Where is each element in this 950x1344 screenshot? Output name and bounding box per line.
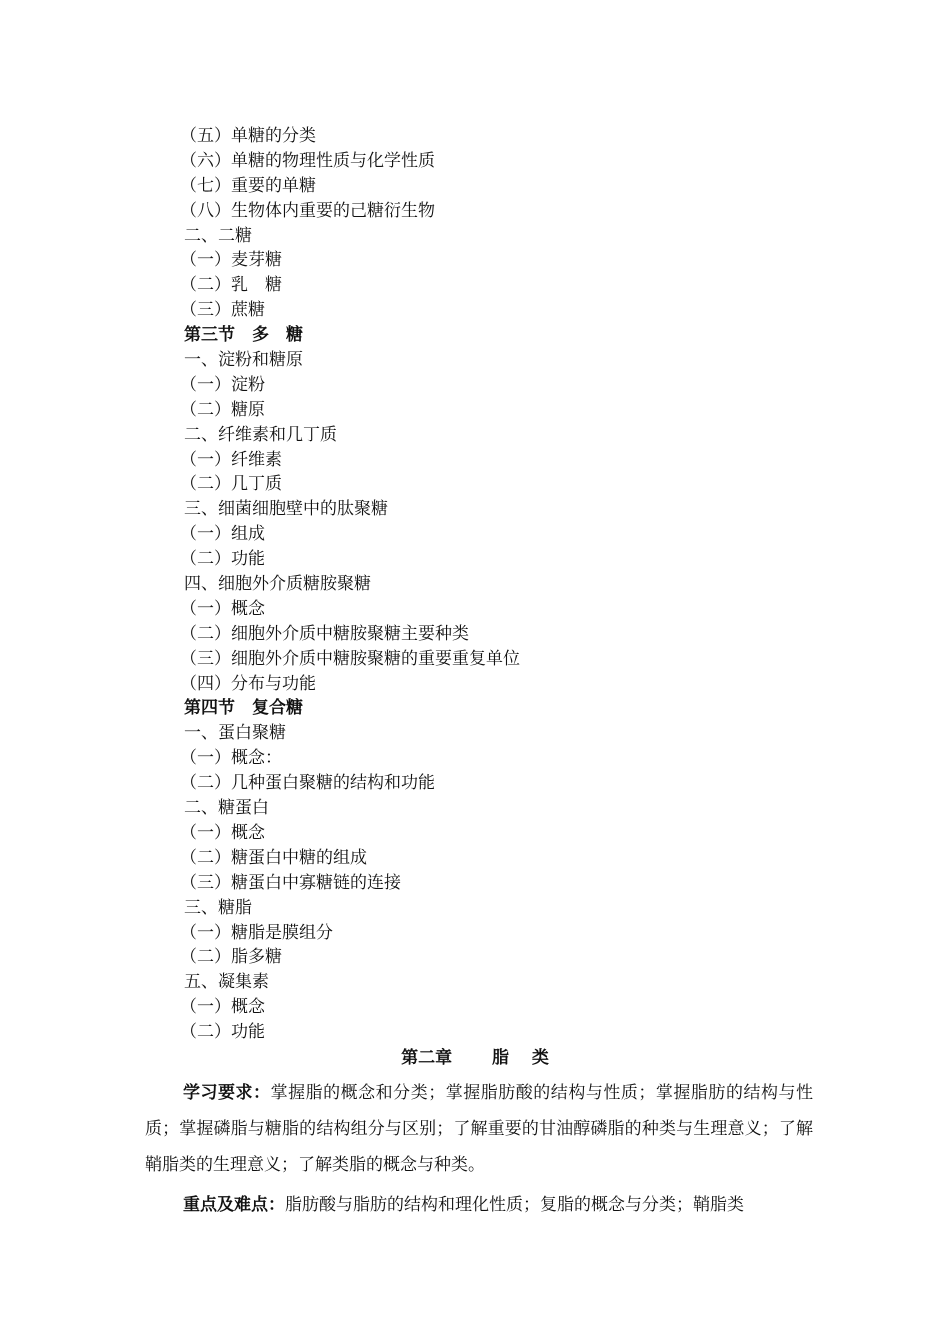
outline-subitem: （一）淀粉 bbox=[180, 374, 265, 395]
section-heading: 第四节 复合糖 bbox=[184, 698, 303, 719]
outline-item: 一、蛋白聚糖 bbox=[184, 723, 286, 744]
outline-subitem: （六）单糖的物理性质与化学性质 bbox=[180, 150, 435, 171]
outline-subitem: （二）细胞外介质中糖胺聚糖主要种类 bbox=[180, 623, 469, 644]
outline-subitem: （二）糖蛋白中糖的组成 bbox=[180, 847, 367, 868]
outline-subitem: （一）概念 bbox=[180, 997, 265, 1018]
outline-subitem: （二）功能 bbox=[180, 549, 265, 570]
outline-subitem: （一）概念： bbox=[180, 748, 282, 769]
outline-subitem: （二）几丁质 bbox=[180, 474, 282, 495]
outline-item: 二、糖蛋白 bbox=[184, 798, 269, 819]
outline-subitem: （二）乳 糖 bbox=[180, 275, 282, 296]
outline-item: 四、细胞外介质糖胺聚糖 bbox=[184, 574, 371, 595]
outline-item: 三、细菌细胞壁中的肽聚糖 bbox=[184, 499, 388, 520]
outline-subitem: （二）糖原 bbox=[180, 399, 265, 420]
outline-item: 一、淀粉和糖原 bbox=[184, 350, 303, 371]
outline-item: 三、糖脂 bbox=[184, 897, 252, 918]
outline-subitem: （二）脂多糖 bbox=[180, 947, 282, 968]
outline-subitem: （三）细胞外介质中糖胺聚糖的重要重复单位 bbox=[180, 648, 520, 669]
outline-subitem: （一）组成 bbox=[180, 524, 265, 545]
chapter-heading: 第二章 脂 类 bbox=[401, 1048, 549, 1068]
section-heading: 第三节 多 糖 bbox=[184, 325, 303, 346]
outline-subitem: （一）糖脂是膜组分 bbox=[180, 922, 333, 943]
outline-item: 二、二糖 bbox=[184, 225, 252, 246]
outline-subitem: （三）糖蛋白中寡糖链的连接 bbox=[180, 872, 401, 893]
learning-requirements-text: 掌握脂的概念和分类；掌握脂肪酸的结构与性质；掌握脂肪的结构与性质；掌握磷脂与糖脂的结构组分与区别；了解重要的甘油醇磷脂的种类与生理意义；了解鞘脂类的生理意义；了解类脂的概念与种类。 bbox=[145, 1083, 814, 1175]
outline-subitem: （一）纤维素 bbox=[180, 449, 282, 470]
learning-requirements-label: 学习要求： bbox=[183, 1083, 271, 1103]
outline-subitem: （二）功能 bbox=[180, 1022, 265, 1043]
learning-requirements-paragraph bbox=[145, 1075, 813, 1183]
outline-subitem: （七）重要的单糖 bbox=[180, 175, 316, 196]
outline-subitem: （四）分布与功能 bbox=[180, 673, 316, 694]
outline-subitem: （一）概念 bbox=[180, 822, 265, 843]
key-points-paragraph bbox=[145, 1187, 813, 1223]
key-points-label: 重点及难点： bbox=[183, 1195, 285, 1215]
outline-subitem: （八）生物体内重要的己糖衍生物 bbox=[180, 200, 435, 221]
chapter-outline bbox=[180, 124, 824, 1045]
outline-subitem: （一）概念 bbox=[180, 598, 265, 619]
outline-item: 五、凝集素 bbox=[184, 972, 269, 993]
outline-subitem: （三）蔗糖 bbox=[180, 300, 265, 321]
outline-subitem: （二）几种蛋白聚糖的结构和功能 bbox=[180, 773, 435, 794]
outline-subitem: （一）麦芽糖 bbox=[180, 250, 282, 271]
outline-subitem: （五）单糖的分类 bbox=[180, 126, 316, 146]
outline-item: 二、纤维素和几丁质 bbox=[184, 424, 337, 445]
key-points-text: 脂肪酸与脂肪的结构和理化性质；复脂的概念与分类；鞘脂类 bbox=[285, 1195, 744, 1215]
